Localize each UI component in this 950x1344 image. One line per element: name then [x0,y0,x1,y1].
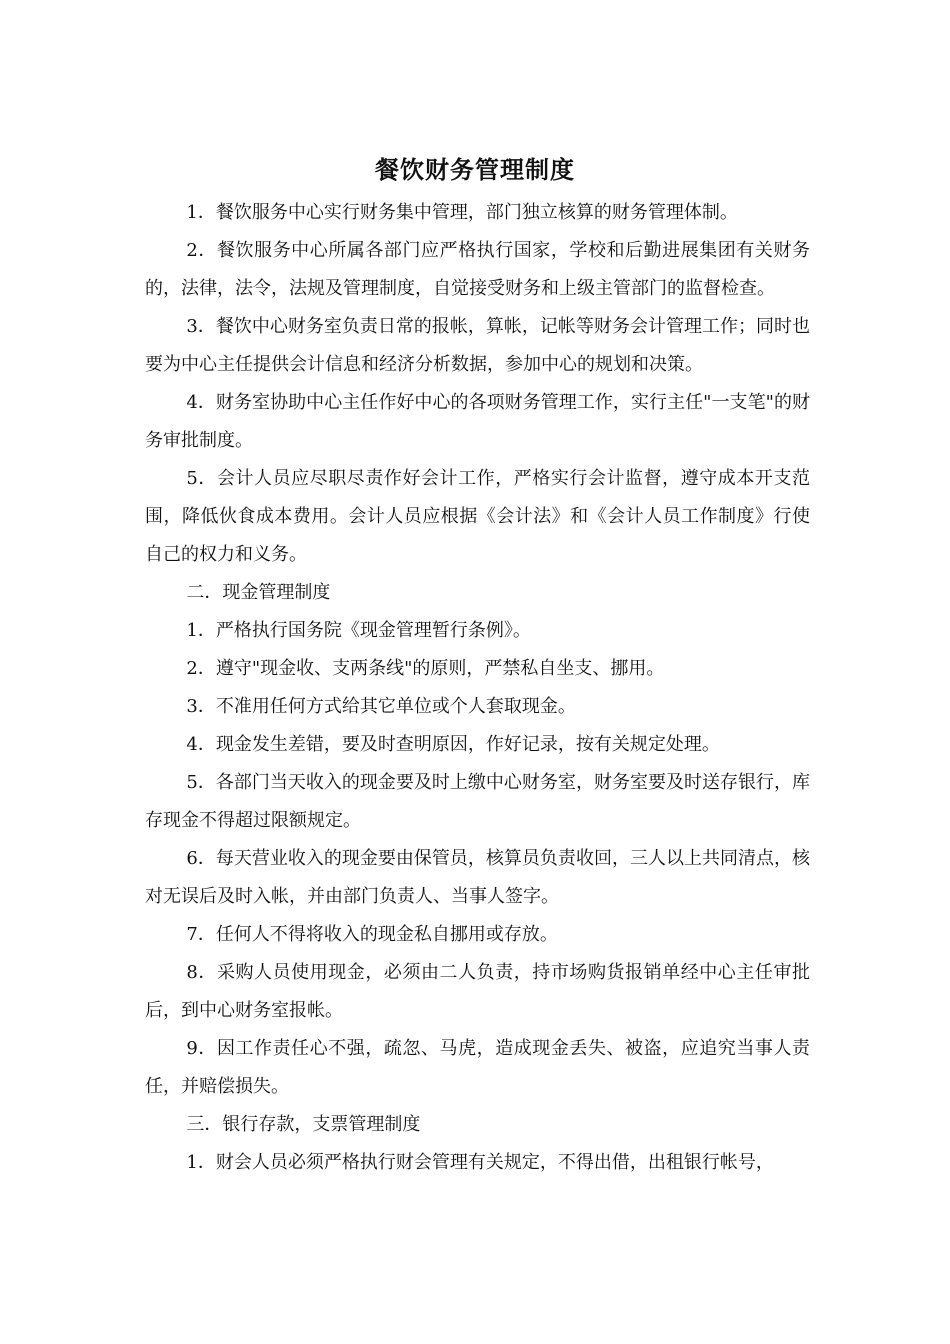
paragraph-bank-1: 1．财会人员必须严格执行财会管理有关规定，不得出借，出租银行帐号， [186,1152,774,1173]
paragraph-cash-3: 3．不准用任何方式给其它单位或个人套取现金。 [186,696,576,717]
paragraph-cash-6: 6．每天营业收入的现金要由保管员，核算员负责收回，三人以上共同清点，核对无误后及时入帐，并由部门负责人、当事人签字。 [145,848,810,907]
paragraph-general-2: 2．餐饮服务中心所属各部门应严格执行国家，学校和后勤进展集团有关财务的，法律，法令，法规及管理制度，自觉接受财务和上级主管部门的监督检查。 [145,240,810,299]
document-title: 餐饮财务管理制度 [375,155,575,184]
paragraph-cash-1: 1．严格执行国务院《现金管理暂行条例》。 [186,620,531,641]
paragraph-cash-7: 7．任何人不得将收入的现金私自挪用或存放。 [186,924,558,945]
document-body [145,194,810,1182]
paragraph-general-1: 1．餐饮服务中心实行财务集中管理，部门独立核算的财务管理体制。 [186,202,738,223]
paragraph-general-3: 3．餐饮中心财务室负责日常的报帐，算帐，记帐等财务会计管理工作；同时也要为中心主任提供会计信息和经济分析数据，参加中心的规划和决策。 [145,316,810,375]
paragraph-cash-2: 2．遵守"现金收、支两条线"的原则，严禁私自坐支、挪用。 [186,658,665,679]
paragraph-cash-9: 9．因工作责任心不强，疏忽、马虎，造成现金丢失、被盗，应追究当事人责任，并赔偿损失。 [145,1038,810,1097]
paragraph-cash-4: 4．现金发生差错，要及时查明原因，作好记录，按有关规定处理。 [186,734,720,755]
paragraph-general-4: 4．财务室协助中心主任作好中心的各项财务管理工作，实行主任"一支笔"的财务审批制度。 [145,392,810,451]
section-heading-cash: 二．现金管理制度 [186,582,331,603]
section-heading-bank: 三．银行存款，支票管理制度 [186,1114,421,1135]
paragraph-cash-5: 5．各部门当天收入的现金要及时上缴中心财务室，财务室要及时送存银行，库存现金不得超过限额规定。 [145,772,810,831]
paragraph-general-5: 5．会计人员应尽职尽责作好会计工作，严格实行会计监督，遵守成本开支范围，降低伙食成本费用。会计人员应根据《会计法》和《会计人员工作制度》行使自己的权力和义务。 [145,468,810,565]
paragraph-cash-8: 8．采购人员使用现金，必须由二人负责，持市场购货报销单经中心主任审批后，到中心财务室报帐。 [145,962,810,1021]
